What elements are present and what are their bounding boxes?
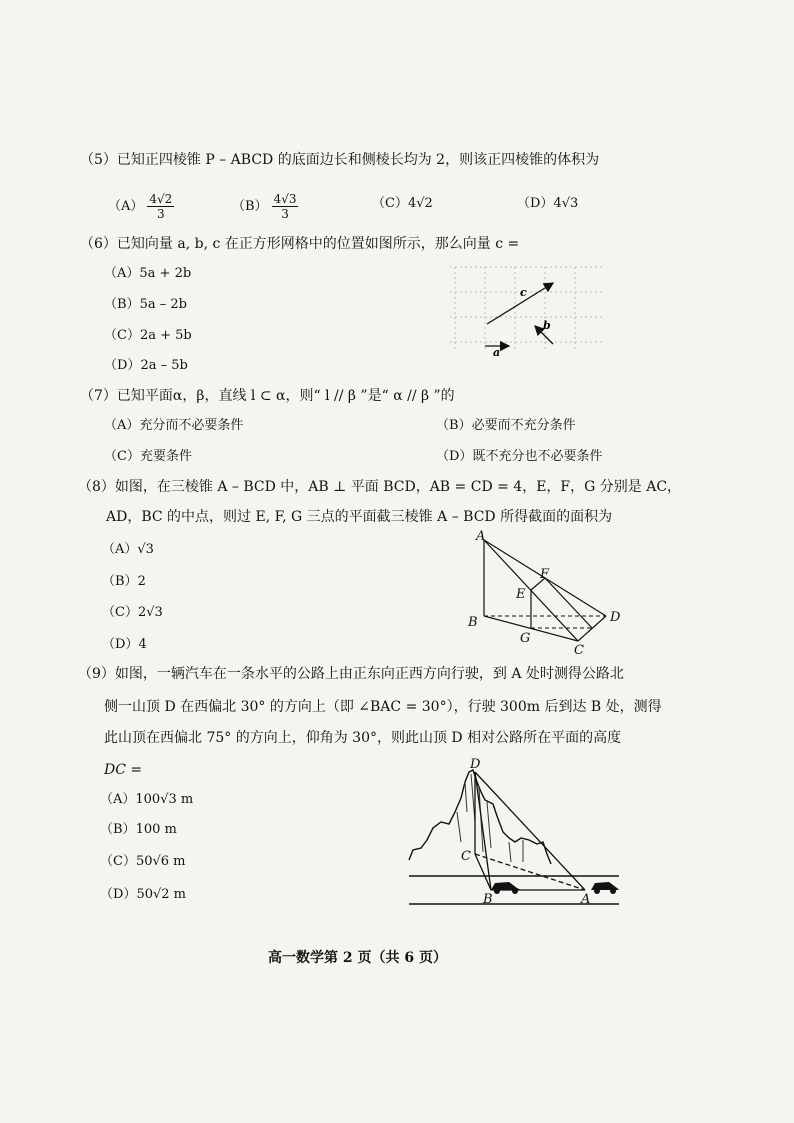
car-icon-a: [591, 882, 619, 894]
label-D: D: [610, 610, 621, 625]
q6-vector-grid-figure: [445, 262, 610, 358]
option-text: 2√3: [137, 605, 163, 620]
q7-option-a[interactable]: [104, 416, 243, 436]
q9-stem-line-3: 此山顶在西偏北 75° 的方向上，仰角为 30°，则此山顶 D 相对公路所在平面的高度: [104, 730, 622, 746]
q7-option-c[interactable]: [104, 447, 192, 467]
option-text: 4√3: [553, 196, 579, 211]
option-text: 4√2: [407, 196, 433, 211]
option-label: （A）: [100, 792, 136, 807]
q6-stem: （6）已知向量 a, b, c 在正方形网格中的位置如图所示，那么向量 c =: [80, 236, 520, 252]
q9-stem-line-1: （9）如图，一辆汽车在一条水平的公路上由正东向正西方向行驶，到 A 处时测得公路北: [78, 666, 624, 682]
q9-stem-line-2: 侧一山顶 D 在西偏北 30° 的方向上（即 ∠BAC = 30°），行驶 300m 后到达 B 处，测得: [104, 699, 662, 715]
option-label: （D）: [104, 358, 141, 373]
q8-option-c[interactable]: [102, 603, 163, 623]
q6-option-b[interactable]: [104, 295, 187, 315]
option-text: 2a – 5b: [140, 358, 188, 373]
option-label: （C）: [372, 196, 408, 211]
option-text: 100√3 m: [135, 792, 194, 807]
label-c: c: [520, 286, 527, 299]
fraction: $\frac{4√3}{3}$: [273, 192, 297, 221]
label-D: D: [470, 757, 481, 772]
page-footer: 高一数学第 2 页（共 6 页）: [268, 950, 447, 966]
q5-option-b[interactable]: [232, 192, 298, 221]
label-F: F: [540, 567, 550, 582]
q8-option-b[interactable]: [102, 572, 146, 592]
q6-option-a[interactable]: [104, 264, 191, 284]
label-a: a: [493, 346, 501, 358]
option-label: （A）: [104, 266, 140, 281]
label-A: A: [476, 529, 486, 544]
grid-lines: [450, 267, 605, 352]
option-label: （C）: [104, 449, 140, 464]
q6-option-c[interactable]: [104, 326, 192, 346]
mountain-outline: [409, 770, 551, 864]
option-text: 50√6 m: [135, 854, 186, 869]
option-label: （A）: [108, 199, 144, 214]
q6-option-d[interactable]: [104, 356, 188, 376]
label-C: C: [574, 643, 584, 658]
label-B: B: [468, 615, 478, 630]
q9-option-a[interactable]: [100, 790, 193, 810]
option-label: （D）: [102, 637, 139, 652]
option-text: 2a + 5b: [139, 328, 192, 343]
option-label: （B）: [100, 822, 136, 837]
label-B: B: [483, 892, 493, 907]
option-label: （D）: [100, 887, 137, 902]
q8-option-d[interactable]: [102, 635, 147, 655]
q9-stem-line-4: DC =: [104, 762, 143, 778]
q9-option-d[interactable]: [100, 885, 186, 905]
q5-stem: （5）已知正四棱锥 P – ABCD 的底面边长和侧棱长均为 2，则该正四棱锥的体积为: [80, 152, 600, 168]
q8-option-a[interactable]: [102, 540, 154, 560]
option-label: （D）: [517, 196, 554, 211]
option-label: （B）: [104, 297, 140, 312]
option-text: 4: [138, 637, 147, 652]
option-label: （B）: [232, 199, 268, 214]
option-label: （A）: [104, 418, 140, 433]
option-text: 5a – 2b: [139, 297, 187, 312]
option-label: （B）: [436, 418, 472, 433]
q9-mountain-road-figure: [405, 752, 625, 912]
q8-stem-line-1: （8）如图，在三棱锥 A – BCD 中，AB ⊥ 平面 BCD，AB = CD = 4，E，F，G 分别是 AC，: [78, 479, 682, 495]
option-label: （C）: [102, 605, 138, 620]
q5-option-a[interactable]: [108, 192, 174, 221]
option-text: 充要条件: [139, 449, 192, 464]
option-text: 50√2 m: [136, 887, 186, 902]
option-text: 2: [137, 574, 146, 589]
label-C: C: [461, 849, 471, 864]
option-text: 充分而不必要条件: [139, 418, 244, 433]
option-label: （C）: [104, 328, 140, 343]
option-label: （C）: [100, 854, 136, 869]
label-b: b: [543, 319, 551, 332]
q9-option-c[interactable]: [100, 852, 186, 872]
q5-option-c[interactable]: [372, 194, 433, 214]
q8-tetrahedron-figure: [460, 528, 630, 658]
label-G: G: [520, 631, 531, 646]
car-icon-b: [491, 882, 521, 894]
q7-stem: （7）已知平面α，β，直线 l ⊂ α，则“ l // β ”是“ α // β ”的: [80, 388, 455, 404]
option-text: 100 m: [135, 822, 177, 837]
q8-stem-line-2: AD，BC 的中点，则过 E, F, G 三点的平面截三棱锥 A – BCD 所得截面的面积为: [106, 509, 613, 525]
option-label: （A）: [102, 542, 138, 557]
option-label: （D）: [436, 449, 473, 464]
label-E: E: [516, 587, 526, 602]
q7-option-d[interactable]: [436, 447, 602, 467]
q9-option-b[interactable]: [100, 820, 177, 840]
option-text: 5a + 2b: [139, 266, 192, 281]
q5-option-d[interactable]: [517, 194, 578, 214]
option-label: （B）: [102, 574, 138, 589]
fraction: $\frac{4√2}{3}$: [149, 192, 173, 221]
q7-option-b[interactable]: [436, 416, 576, 436]
label-A: A: [581, 892, 591, 907]
option-text: 必要而不充分条件: [471, 418, 576, 433]
option-text: 既不充分也不必要条件: [472, 449, 603, 464]
option-text: √3: [137, 542, 154, 557]
